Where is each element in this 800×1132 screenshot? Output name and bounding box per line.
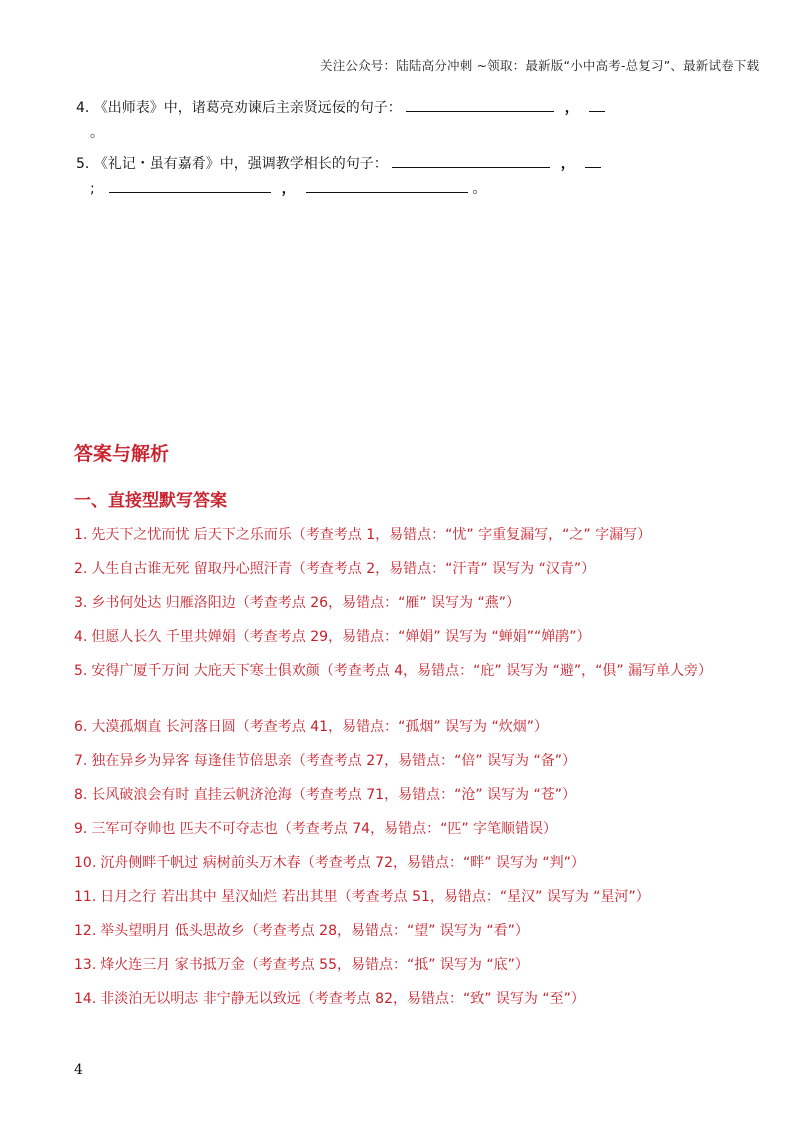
subsection-title: 一、直接型默写答案 [74,491,227,511]
comma-separator: ， [281,181,296,197]
answer-item: 13. 烽火连三月 家书抵万金（考查考点 55，易错点：“抵” 误写为 “底”） [74,957,529,973]
page-header: 关注公众号：陆陆高分冲刺 ~领取：最新版“小中高考-总复习”、最新试卷下载 [320,58,760,73]
answer-item: 6. 大漠孤烟直 长河落日圆（考查考点 41，易错点：“孤烟” 误写为 “炊烟”） [74,719,548,735]
answer-blank[interactable] [306,180,468,193]
section-title: 答案与解析 [74,443,170,465]
question-text: 《出师表》中，诸葛亮劝谏后主亲贤远佞的句子： [93,100,402,116]
period: 。 [472,181,487,197]
answer-blank[interactable] [406,99,554,112]
answer-item: 14. 非淡泊无以明志 非宁静无以致远（考查考点 82，易错点：“致” 误写为 “至”） [74,991,585,1007]
answer-item: 2. 人生自古谁无死 留取丹心照汗青（考查考点 2，易错点：“汗青” 误写为 “汉青”） [74,561,596,577]
answer-item: 5. 安得广厦千万间 大庇天下寒士俱欢颜（考查考点 4，易错点：“庇” 误写为 “避”，“俱” 漏写单人旁） [74,663,713,679]
question-5 [76,153,601,173]
answer-blank[interactable] [392,155,550,168]
question-number: 4. [76,100,90,116]
answer-item: 10. 沉舟侧畔千帆过 病树前头万木春（考查考点 72，易错点：“畔” 误写为 “判”） [74,855,585,871]
question-4-end: 。 [90,125,104,141]
question-5-cont [90,178,487,198]
answer-item: 12. 举头望明月 低头思故乡（考查考点 28，易错点：“望” 误写为 “看”） [74,923,529,939]
answer-blank[interactable] [585,155,601,168]
question-text: 《礼记・虽有嘉肴》中，强调教学相长的句子： [93,156,388,172]
page-number: 4 [74,1062,83,1078]
answer-item: 9. 三军可夺帅也 匹夫不可夺志也（考查考点 74，易错点：“匹” 字笔顺错误） [74,821,558,837]
question-4 [76,97,605,117]
comma-separator: ， [564,100,579,116]
answer-item: 8. 长风破浪会有时 直挂云帆济沧海（考查考点 71，易错点：“沧” 误写为 “苍”） [74,787,576,803]
comma-separator: ， [560,156,575,172]
answer-item: 1. 先天下之忧而忧 后天下之乐而乐（考查考点 1，易错点：“忧” 字重复漏写，“之” 字漏写） [74,527,652,543]
answer-item: 3. 乡书何处达 归雁洛阳边（考查考点 26，易错点：“雁” 误写为 “燕”） [74,595,520,611]
answer-item: 4. 但愿人长久 千里共婵娟（考查考点 29，易错点：“婵娟” 误写为 “蝉娟”“婵鹃”） [74,629,591,645]
answer-blank[interactable] [589,99,605,112]
answer-item: 11. 日月之行 若出其中 星汉灿烂 若出其里（考查考点 51，易错点：“星汉” 误写为 “星河”） [74,889,650,905]
question-number: 5. [76,156,90,172]
answer-blank[interactable] [109,180,271,193]
answer-item: 7. 独在异乡为异客 每逢佳节倍思亲（考查考点 27，易错点：“倍” 误写为 “备”） [74,753,576,769]
semicolon: ; [90,181,95,197]
